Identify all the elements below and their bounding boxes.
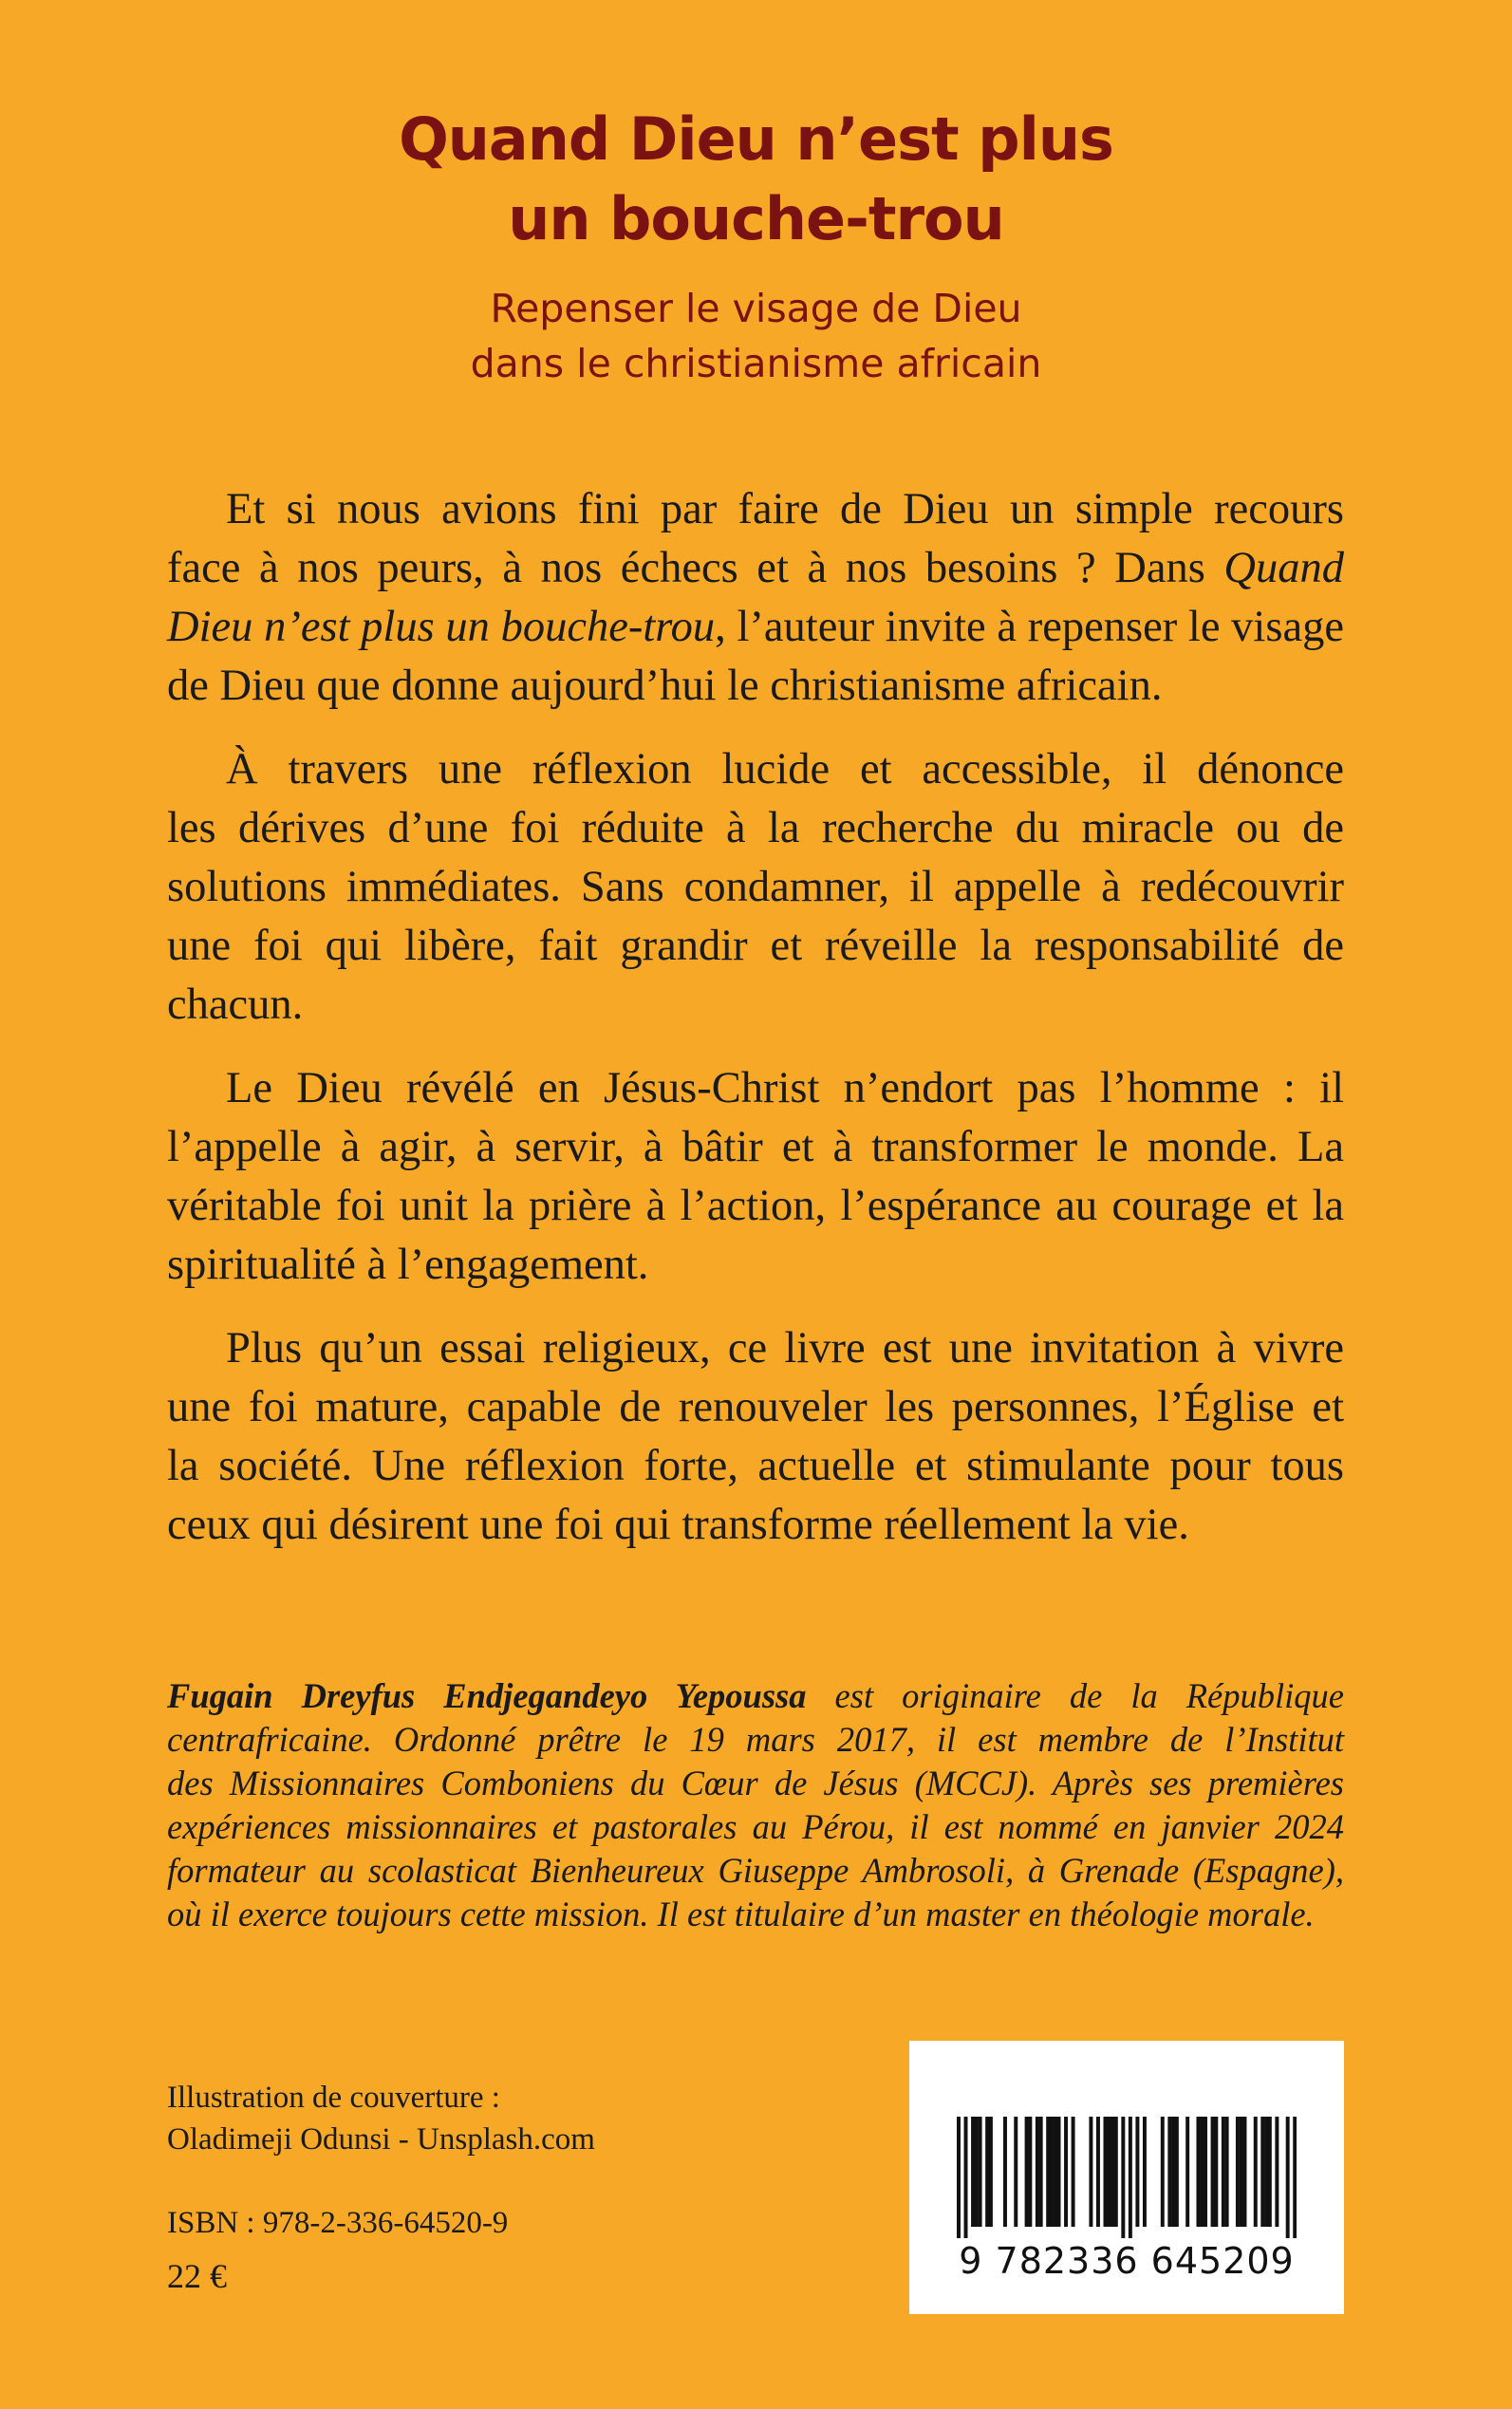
barcode-bar (1161, 2117, 1165, 2227)
bio-line (167, 1674, 1344, 1718)
barcode-bar (1003, 2117, 1007, 2227)
barcode-bar (1171, 2117, 1175, 2227)
blurb-line: Le Dieu révélé en Jésus-Christ n’endort pas l’homme : il (226, 1064, 1344, 1112)
barcode-bar (1204, 2117, 1207, 2227)
barcode-bar (957, 2117, 961, 2238)
title (0, 100, 1512, 259)
barcode-bar (1211, 2117, 1215, 2227)
blurb-line (167, 539, 1344, 598)
barcode-bar (1050, 2117, 1054, 2227)
subtitle-line-1: Repenser le visage de Dieu (490, 286, 1022, 331)
barcode-bars (957, 2117, 1297, 2238)
bio-line: où il exerce toujours cette mission. Il est titulaire d’un master en théologie morale. (167, 1895, 1315, 1933)
barcode-bar (1268, 2117, 1272, 2227)
barcode-bar (1254, 2117, 1258, 2227)
blurb-line: les dérives d’une foi réduite à la recherche du miracle ou de (167, 804, 1344, 852)
book-title-italic: Dieu n’est plus un bouche-trou (167, 603, 716, 651)
barcode-bar (1096, 2117, 1100, 2227)
bio-line: des Missionnaires Comboniens du Cœur de Jésus (MCCJ). Après ses premières (167, 1764, 1344, 1802)
title-line-1: Quand Dieu n’est plus (399, 104, 1113, 174)
barcode-bar (1107, 2117, 1111, 2227)
blurb-line: véritable foi unit la prière à l’action, l’espérance au courage et la (167, 1182, 1344, 1230)
barcode-bar (1185, 2117, 1189, 2227)
barcode-bar (1111, 2117, 1114, 2227)
blurb-line: une foi qui libère, fait grandir et réveille la responsabilité de (167, 922, 1344, 970)
barcode-bar (1286, 2117, 1290, 2238)
barcode-bar (1039, 2117, 1043, 2227)
blurb-paragraph-2 (167, 740, 1344, 1035)
barcode-bar (1240, 2117, 1243, 2227)
barcode-bar (1225, 2117, 1229, 2227)
blurb-paragraph-4 (167, 1319, 1344, 1555)
blurb-line: la société. Une réflexion forte, actuelle et stimulante pour tous (167, 1442, 1344, 1490)
blurb-line: À travers une réflexion lucide et accessible, il dénonce (226, 745, 1344, 794)
barcode-bar (1143, 2117, 1147, 2227)
book-title-italic: Quand (1223, 544, 1344, 592)
barcode-bar (989, 2117, 993, 2227)
blurb-line: de Dieu que donne aujourd’hui le christianisme africain. (167, 662, 1163, 710)
barcode-bar (1104, 2117, 1108, 2227)
barcode-bar (971, 2117, 975, 2227)
barcode-bar (985, 2117, 989, 2227)
blurb-line: Et si nous avions fini par faire de Dieu un simple recours (226, 485, 1344, 533)
barcode-bar (1167, 2117, 1171, 2227)
barcode-bar (979, 2117, 982, 2227)
barcode-bar (1135, 2117, 1139, 2227)
blurb-line: Plus qu’un essai religieux, ce livre est une invitation à vivre (226, 1324, 1344, 1373)
subtitle (0, 281, 1512, 391)
subtitle-line-2: dans le christianisme africain (470, 341, 1042, 386)
barcode-bar (1129, 2117, 1132, 2238)
blurb-paragraph-1 (167, 480, 1344, 716)
blurb-line: chacun. (167, 980, 304, 1029)
barcode-bar (1114, 2117, 1118, 2227)
barcode-bar (1200, 2117, 1204, 2227)
barcode (909, 2041, 1344, 2314)
credits-label: Illustration de couverture : (167, 2081, 500, 2115)
blurb-text: , l’auteur invite à repenser le visage (715, 603, 1344, 651)
blurb-line: spiritualité à l’engagement. (167, 1241, 649, 1289)
blurb-line (167, 598, 1344, 657)
price: 22 € (167, 2257, 227, 2295)
isbn: ISBN : 978-2-336-64520-9 (167, 2206, 509, 2240)
blurb-line: solutions immédiates. Sans condamner, il appelle à redécouvrir (167, 863, 1344, 911)
bio-line: centrafricaine. Ordonné prêtre le 19 mars 2017, il est membre de l’Institut (167, 1720, 1344, 1759)
barcode-bar (1089, 2117, 1092, 2227)
barcode-bar (1236, 2117, 1240, 2227)
barcode-bar (1196, 2117, 1200, 2227)
barcode-bar (1121, 2117, 1125, 2238)
blurb-line: l’appelle à agir, à servir, à bâtir et à transformer le monde. La (167, 1123, 1344, 1171)
blurb-paragraph-3 (167, 1059, 1344, 1295)
barcode-bar (1036, 2117, 1039, 2227)
barcode-bar (1072, 2117, 1075, 2227)
barcode-bar (1260, 2117, 1264, 2227)
barcode-bar (1275, 2117, 1279, 2227)
barcode-bar (1057, 2117, 1061, 2227)
barcode-digits: 9 782336 645209 (959, 2240, 1295, 2282)
barcode-bar (1064, 2117, 1068, 2227)
barcode-bar (1264, 2117, 1268, 2227)
barcode-bar (1222, 2117, 1225, 2227)
barcode-bar (1014, 2117, 1017, 2227)
barcode-bar (1175, 2117, 1179, 2227)
bio-line: expériences missionnaires et pastorales au Pérou, il est nommé en janvier 2024 (167, 1807, 1344, 1846)
cover-credits (167, 2077, 595, 2160)
barcode-bar (1293, 2117, 1297, 2238)
blurb-line: une foi mature, capable de renouveler les personnes, l’Église et (167, 1383, 1344, 1431)
blurb (167, 480, 1344, 1579)
blurb-line: ceux qui désirent une foi qui transforme réellement la vie. (167, 1501, 1189, 1549)
credits-value: Oladimeji Odunsi - Unsplash.com (167, 2122, 595, 2157)
barcode-bar (1046, 2117, 1050, 2227)
title-line-2: un bouche-trou (508, 184, 1004, 253)
blurb-text: face à nos peurs, à nos échecs et à nos besoins ? Dans (167, 544, 1224, 592)
barcode-bar (964, 2117, 968, 2238)
barcode-bar (1028, 2117, 1032, 2227)
barcode-bar (1025, 2117, 1029, 2227)
barcode-bar (975, 2117, 979, 2227)
barcode-bar (1214, 2117, 1218, 2227)
barcode-bar (1054, 2117, 1057, 2227)
author-name: Fugain Dreyfus Endjegandeyo Yepoussa (167, 1676, 807, 1715)
bio-text: est originaire de la République (806, 1676, 1344, 1715)
bio-line: formateur au scolasticat Bienheureux Giuseppe Ambrosoli, à Grenade (Espagne), (167, 1851, 1344, 1890)
author-bio (167, 1674, 1344, 1936)
barcode-bar (1242, 2117, 1246, 2227)
